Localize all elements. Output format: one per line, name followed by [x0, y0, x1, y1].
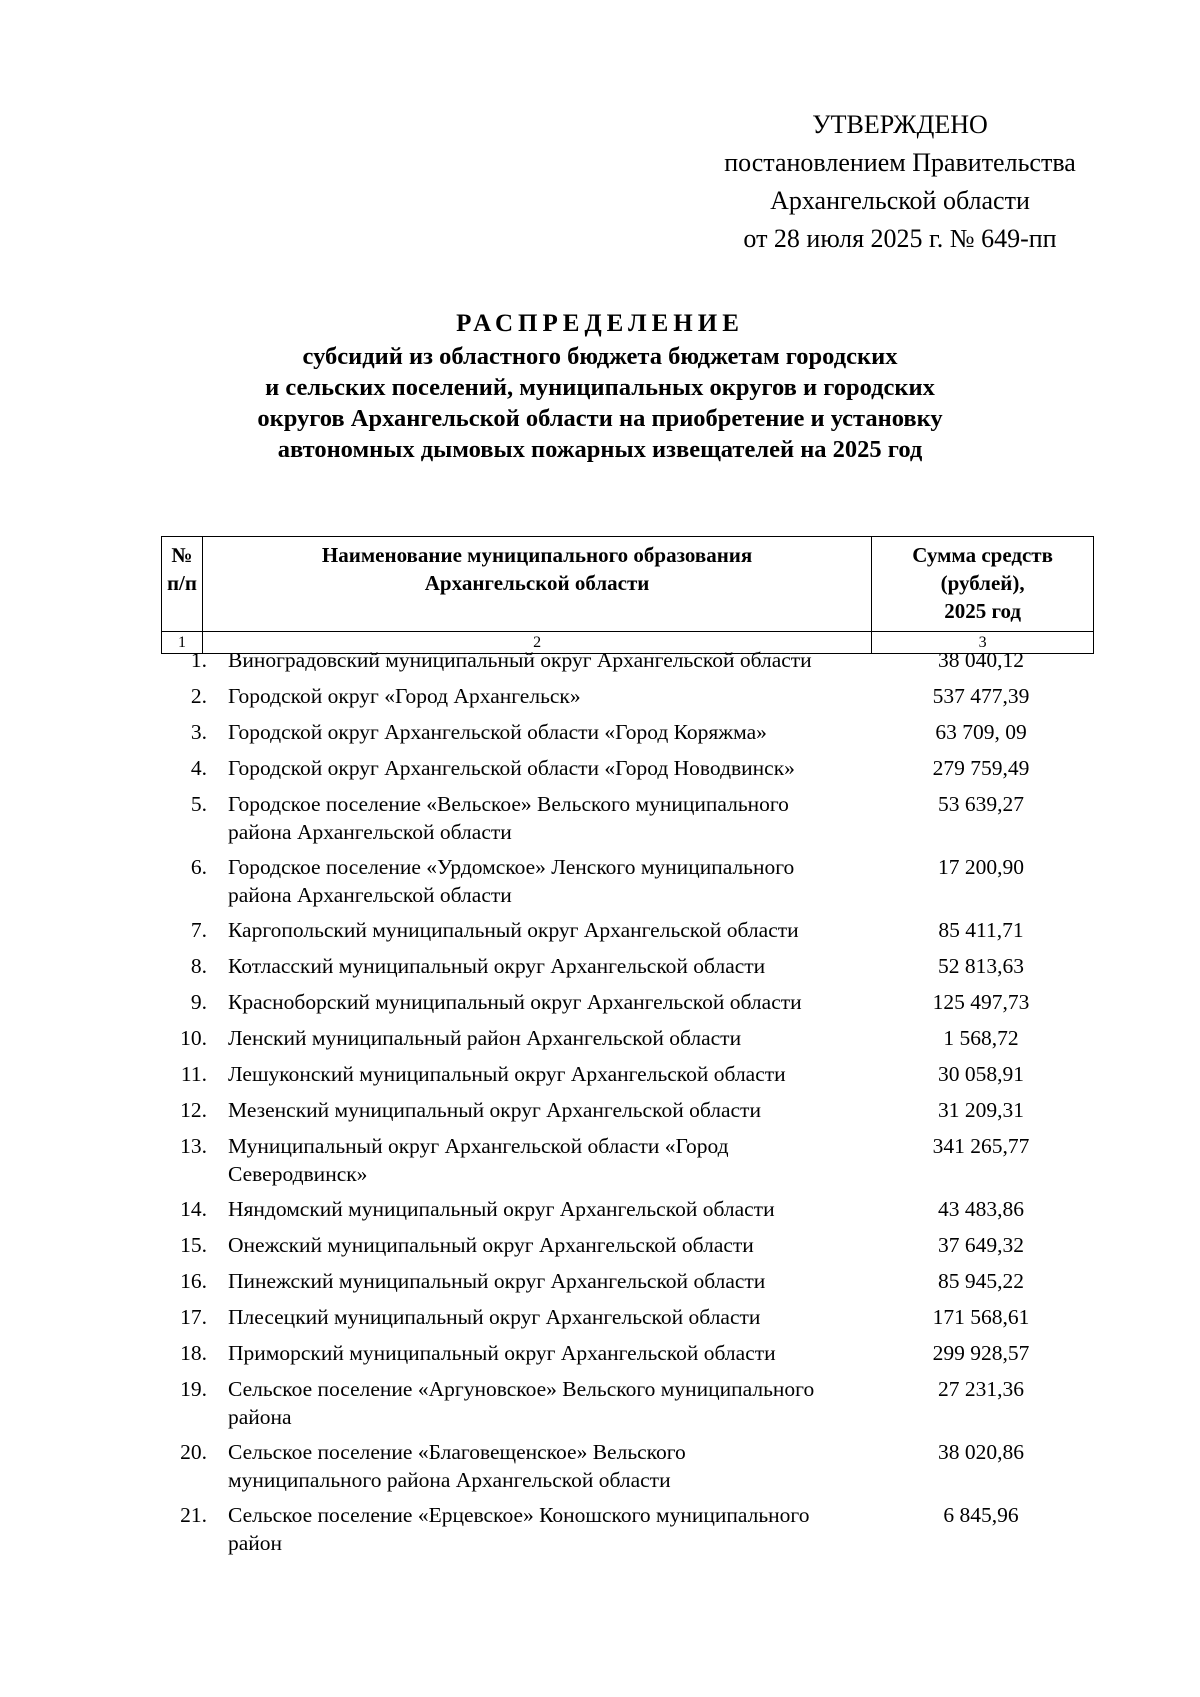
row-sum: 85 945,22 — [938, 1269, 1024, 1293]
row-name-line1: Городское поселение «Урдомское» Ленского муниципального — [228, 855, 795, 879]
row-name — [228, 1024, 888, 1052]
row-sum: 38 020,86 — [938, 1440, 1024, 1464]
row-name — [228, 754, 888, 782]
header-name — [202, 537, 871, 632]
row-sum: 125 497,73 — [932, 990, 1030, 1014]
row-name-line1: Городской округ «Город Архангельск» — [228, 684, 581, 708]
row-sum: 27 231,36 — [938, 1377, 1024, 1401]
row-sum: 38 040,12 — [938, 648, 1024, 672]
row-name — [228, 916, 888, 944]
row-number: 5. — [190, 792, 207, 816]
row-name-line2: района Архангельской области — [228, 820, 512, 844]
row-number: 9. — [190, 990, 207, 1014]
title-line-3: округов Архангельской области на приобретение и установку — [257, 405, 943, 432]
header-name-line1: Наименование муниципального образования — [321, 543, 753, 567]
table-row — [161, 1096, 1074, 1124]
row-number: 8. — [190, 954, 207, 978]
approval-stamp — [690, 106, 1110, 258]
header-number-line1: № — [171, 543, 193, 567]
table-row — [161, 916, 1074, 944]
table-row — [161, 1195, 1074, 1223]
table-row — [161, 853, 1074, 909]
table-row — [161, 790, 1074, 846]
row-number: 10. — [180, 1026, 207, 1050]
row-number: 13. — [180, 1134, 207, 1158]
row-name-line2: района Архангельской области — [228, 883, 512, 907]
row-name — [228, 1339, 888, 1367]
row-name-line2: муниципального района Архангельской области — [228, 1468, 671, 1492]
row-sum: 279 759,49 — [932, 756, 1030, 780]
approval-line-2: постановлением Правительства — [724, 148, 1076, 177]
row-name-line1: Лешуконский муниципальный округ Архангельской области — [228, 1062, 786, 1086]
row-sum: 53 639,27 — [938, 792, 1024, 816]
row-name — [228, 853, 888, 909]
row-sum: 52 813,63 — [938, 954, 1024, 978]
row-name-line2: Северодвинск» — [228, 1162, 368, 1186]
header-name-line2: Архангельской области — [424, 571, 650, 595]
row-sum: 43 483,86 — [938, 1197, 1024, 1221]
row-number: 6. — [190, 855, 207, 879]
table-row — [161, 1501, 1074, 1557]
row-sum: 299 928,57 — [932, 1341, 1030, 1365]
table-row — [161, 1024, 1074, 1052]
row-name — [228, 1501, 888, 1557]
row-name — [228, 1267, 888, 1295]
row-name — [228, 1438, 888, 1494]
row-name — [228, 1375, 888, 1431]
row-name-line1: Городской округ Архангельской области «Город Новодвинск» — [228, 756, 795, 780]
table-row — [161, 1438, 1074, 1494]
table-row — [161, 1132, 1074, 1188]
row-number: 16. — [180, 1269, 207, 1293]
table-row — [161, 952, 1074, 980]
col-number-2: 2 — [202, 632, 871, 654]
row-number: 1. — [190, 648, 207, 672]
document-title — [150, 308, 1050, 465]
table-row — [161, 1267, 1074, 1295]
row-number: 14. — [180, 1197, 207, 1221]
row-number: 3. — [190, 720, 207, 744]
row-name-line1: Городской округ Архангельской области «Город Коряжма» — [228, 720, 767, 744]
row-sum: 37 649,32 — [938, 1233, 1024, 1257]
table-row — [161, 1303, 1074, 1331]
row-number: 18. — [180, 1341, 207, 1365]
row-name-line1: Городское поселение «Вельское» Вельского муниципального — [228, 792, 789, 816]
row-sum: 17 200,90 — [938, 855, 1024, 879]
row-name-line1: Пинежский муниципальный округ Архангельской области — [228, 1269, 766, 1293]
row-name-line1: Мезенский муниципальный округ Архангельской области — [228, 1098, 761, 1122]
row-name-line1: Виноградовский муниципальный округ Архангельской области — [228, 648, 812, 672]
row-name-line1: Красноборский муниципальный округ Архангельской области — [228, 990, 802, 1014]
row-sum: 537 477,39 — [932, 684, 1030, 708]
row-name — [228, 1132, 888, 1188]
header-number-line2: п/п — [166, 571, 197, 595]
table-row — [161, 682, 1074, 710]
row-name-line1: Онежский муниципальный округ Архангельской области — [228, 1233, 754, 1257]
row-sum: 30 058,91 — [938, 1062, 1024, 1086]
row-name — [228, 1096, 888, 1124]
approval-title: УТВЕРЖДЕНО — [812, 110, 988, 139]
row-name-line1: Сельское поселение «Ерцевское» Коношского муниципального — [228, 1503, 810, 1527]
row-sum: 31 209,31 — [938, 1098, 1024, 1122]
table-row — [161, 646, 1074, 674]
row-name-line2: район — [228, 1531, 283, 1555]
row-name-line1: Котласский муниципальный округ Архангельской области — [228, 954, 766, 978]
header-sum — [872, 537, 1094, 632]
header-sum-line2: (рублей), — [940, 571, 1025, 595]
table-row — [161, 1231, 1074, 1259]
row-sum: 341 265,77 — [932, 1134, 1030, 1158]
row-sum: 6 845,96 — [943, 1503, 1019, 1527]
row-number: 20. — [180, 1440, 207, 1464]
approval-date: от 28 июля 2025 г. № 649-пп — [743, 224, 1057, 253]
row-sum: 1 568,72 — [943, 1026, 1019, 1050]
row-name-line1: Сельское поселение «Благовещенское» Вельского — [228, 1440, 686, 1464]
row-name — [228, 988, 888, 1016]
title-line-2: и сельских поселений, муниципальных округов и городских — [265, 374, 935, 401]
row-name — [228, 646, 888, 674]
row-name — [228, 952, 888, 980]
title-line-4: автономных дымовых пожарных извещателей на 2025 год — [277, 436, 923, 463]
row-number: 2. — [190, 684, 207, 708]
row-number: 4. — [190, 756, 207, 780]
row-name — [228, 718, 888, 746]
row-number: 7. — [190, 918, 207, 942]
table-row — [161, 1060, 1074, 1088]
header-number — [162, 537, 203, 632]
approval-line-3: Архангельской области — [770, 186, 1030, 215]
row-number: 19. — [180, 1377, 207, 1401]
row-number: 17. — [180, 1305, 207, 1329]
row-name — [228, 682, 888, 710]
row-name-line1: Плесецкий муниципальный округ Архангельской области — [228, 1305, 761, 1329]
header-sum-line3: 2025 год — [944, 599, 1021, 623]
row-name — [228, 790, 888, 846]
row-name-line1: Муниципальный округ Архангельской области «Город — [228, 1134, 729, 1158]
table-row — [161, 754, 1074, 782]
row-sum: 63 709, 09 — [935, 720, 1027, 744]
row-name-line2: района — [228, 1405, 292, 1429]
row-number: 21. — [180, 1503, 207, 1527]
table-row — [161, 718, 1074, 746]
row-name-line1: Ленский муниципальный район Архангельской области — [228, 1026, 742, 1050]
col-number-3: 3 — [872, 632, 1094, 654]
row-number: 12. — [180, 1098, 207, 1122]
row-number: 11. — [180, 1062, 207, 1086]
row-name — [228, 1195, 888, 1223]
title-main: РАСПРЕДЕЛЕНИЕ — [456, 310, 744, 337]
row-number: 15. — [180, 1233, 207, 1257]
row-name-line1: Каргопольский муниципальный округ Архангельской области — [228, 918, 799, 942]
table-row — [161, 988, 1074, 1016]
header-sum-line1: Сумма средств — [912, 543, 1053, 567]
row-name — [228, 1231, 888, 1259]
row-name-line1: Сельское поселение «Аргуновское» Вельского муниципального — [228, 1377, 815, 1401]
table-row — [161, 1375, 1074, 1431]
col-number-1: 1 — [162, 632, 203, 654]
row-name-line1: Няндомский муниципальный округ Архангельской области — [228, 1197, 775, 1221]
row-name — [228, 1060, 888, 1088]
row-sum: 171 568,61 — [932, 1305, 1030, 1329]
table-row — [161, 1339, 1074, 1367]
row-name-line1: Приморский муниципальный округ Архангельской области — [228, 1341, 776, 1365]
title-line-1: субсидий из областного бюджета бюджетам городских — [302, 343, 898, 370]
row-name — [228, 1303, 888, 1331]
row-sum: 85 411,71 — [938, 918, 1024, 942]
table-header — [161, 536, 1094, 654]
